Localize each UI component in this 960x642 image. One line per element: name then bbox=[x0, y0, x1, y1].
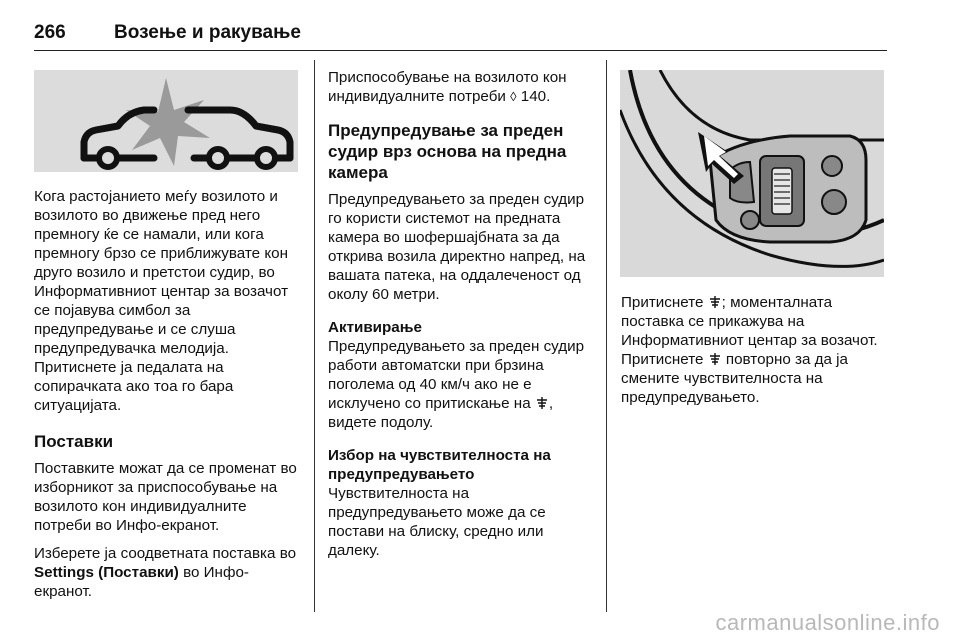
middle-column bbox=[328, 68, 596, 569]
middle-paragraph-4: Чувствителноста на предупредувањето може да се постави на блиску, средно или далеку. bbox=[328, 485, 546, 559]
left-column bbox=[34, 187, 304, 610]
page-number: 266 bbox=[34, 22, 66, 43]
m-p3-b: , видете подолу. bbox=[328, 395, 554, 431]
left-paragraph-3 bbox=[34, 544, 304, 601]
vehicle-distance-icon bbox=[708, 352, 722, 366]
right-column bbox=[621, 293, 889, 416]
p3-text-c: во Инфо-екранот. bbox=[34, 564, 249, 600]
page-header bbox=[34, 14, 887, 50]
r-p1-c: повторно за да ја смените чувствителноста на предупредувањето. bbox=[621, 351, 849, 406]
p3-text-a: Изберете ја соодветната поставка во bbox=[34, 545, 297, 562]
column-divider-1 bbox=[314, 60, 315, 612]
collision-warning-figure bbox=[34, 70, 298, 172]
heading-forward-collision: Предупредување за преден судир врз основа на предна камера bbox=[328, 121, 567, 182]
middle-paragraph-2: Предупредувањето за преден судир го користи системот на предната камера во шофершајбната за да открива возила директно напред, на вашата патека, на оддалеченост од околу 60 метри. bbox=[328, 191, 586, 303]
r-p1-a: Притиснете bbox=[621, 294, 708, 311]
steering-wheel-figure bbox=[620, 70, 884, 277]
settings-label: Settings (Поставки) bbox=[34, 564, 179, 581]
heading-activation: Активирање bbox=[328, 319, 422, 336]
header-rule bbox=[34, 50, 887, 51]
middle-paragraph-1 bbox=[328, 68, 596, 106]
middle-paragraph-3 bbox=[328, 337, 596, 432]
m-p3-a: Предупредувањето за преден судир работи автоматски при брзина поголема од 40 км/ч ако не е исклучено со притискање на bbox=[328, 338, 585, 412]
vehicle-distance-icon bbox=[535, 396, 549, 410]
collision-warning-icon bbox=[34, 70, 298, 172]
left-paragraph-1: Кога растојанието меѓу возилото и возилото во движење пред него премногу ќе се намали, или кога премногу брзо се приближувате кон друго возило и претстои судир, во Информативниот центар за возачот се појавува симбол за предупредување и се слуша предупредувачка мелодија. Притиснете ја педалата на сопирачката ако тоа го бара ситуацијата. bbox=[34, 188, 289, 414]
right-paragraph-1 bbox=[621, 293, 889, 407]
m-p1-a: Приспособување на возилото кон индивидуалните потреби bbox=[328, 69, 567, 105]
reference-arrow-icon: ◊ bbox=[510, 89, 517, 104]
watermark: carmanualsonline.info bbox=[715, 610, 940, 635]
steering-wheel-icon bbox=[620, 70, 884, 277]
r-p1-b: ; моменталната поставка се прикажува на Информативниот центар за возачот. Притиснете bbox=[621, 294, 878, 368]
heading-sensitivity: Избор на чувствителноста на предупредувањето bbox=[328, 447, 551, 483]
page-title: Возење и ракување bbox=[114, 22, 301, 43]
vehicle-distance-icon bbox=[708, 295, 722, 309]
column-divider-2 bbox=[606, 60, 607, 612]
heading-settings: Поставки bbox=[34, 432, 114, 451]
m-p1-b: 140. bbox=[516, 88, 551, 105]
left-paragraph-2: Поставките можат да се променат во изборникот за приспособување на возилото кон индивидуалните потреби во Инфо-екранот. bbox=[34, 460, 297, 534]
